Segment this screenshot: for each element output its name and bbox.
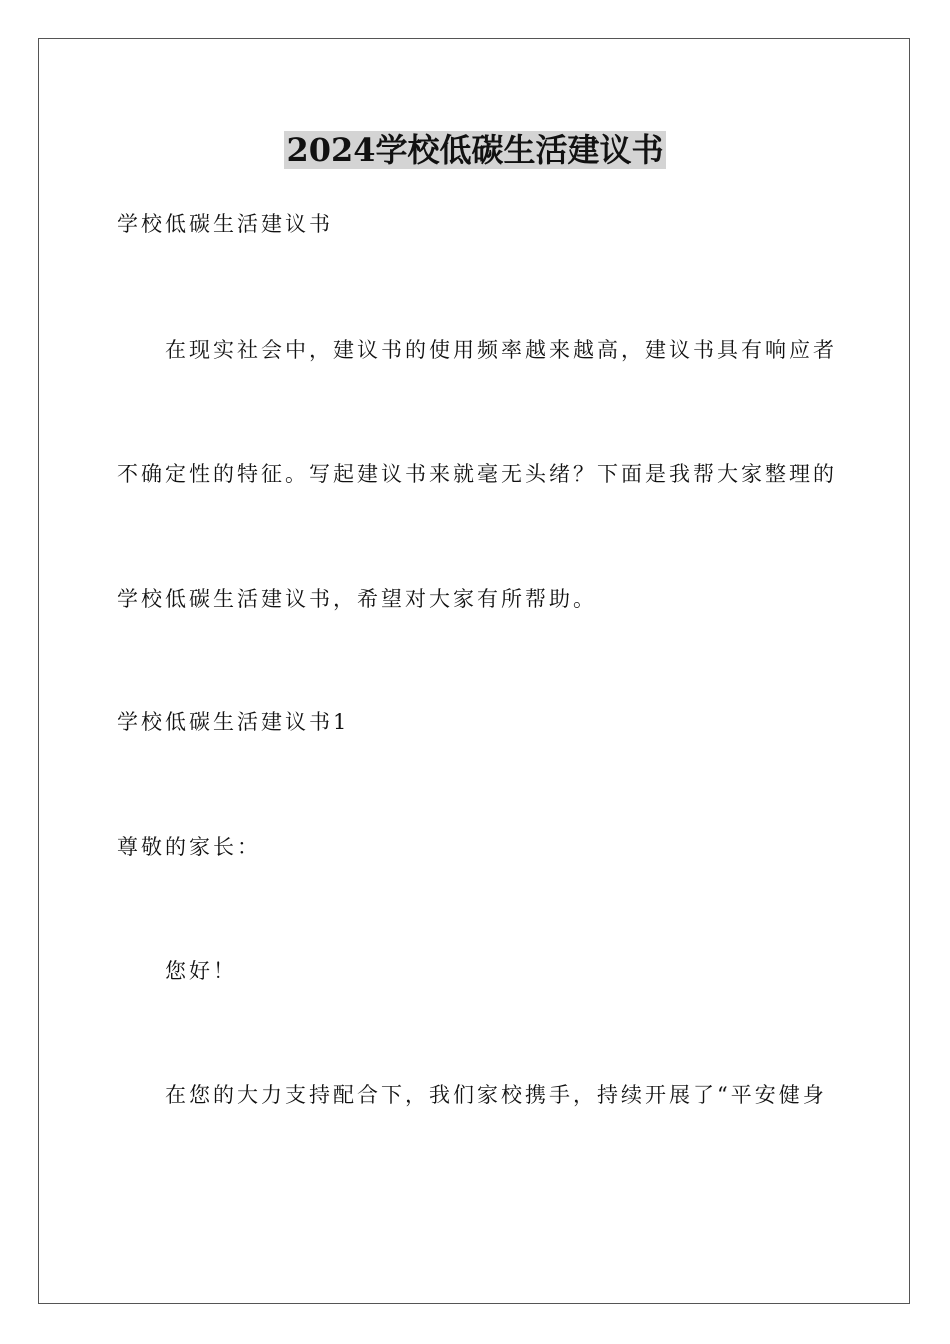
greeting: 您好！ [165,959,237,983]
subtitle-line: 学校低碳生活建议书 [117,212,333,236]
paragraph-line: 在您的大力支持配合下，我们家校携手，持续开展了“平安健身 [165,1083,827,1107]
paragraph-line: 不确定性的特征。写起建议书来就毫无头绪？下面是我帮大家整理的 [117,462,837,486]
paragraph-line: 在现实社会中，建议书的使用频率越来越高，建议书具有响应者 [165,338,837,362]
document-title-text: 2024学校低碳生活建议书 [286,131,664,169]
salutation: 尊敬的家长： [117,835,261,859]
document-title [0,128,950,172]
paragraph-line: 学校低碳生活建议书，希望对大家有所帮助。 [117,587,597,611]
section-heading: 学校低碳生活建议书1 [117,710,350,734]
